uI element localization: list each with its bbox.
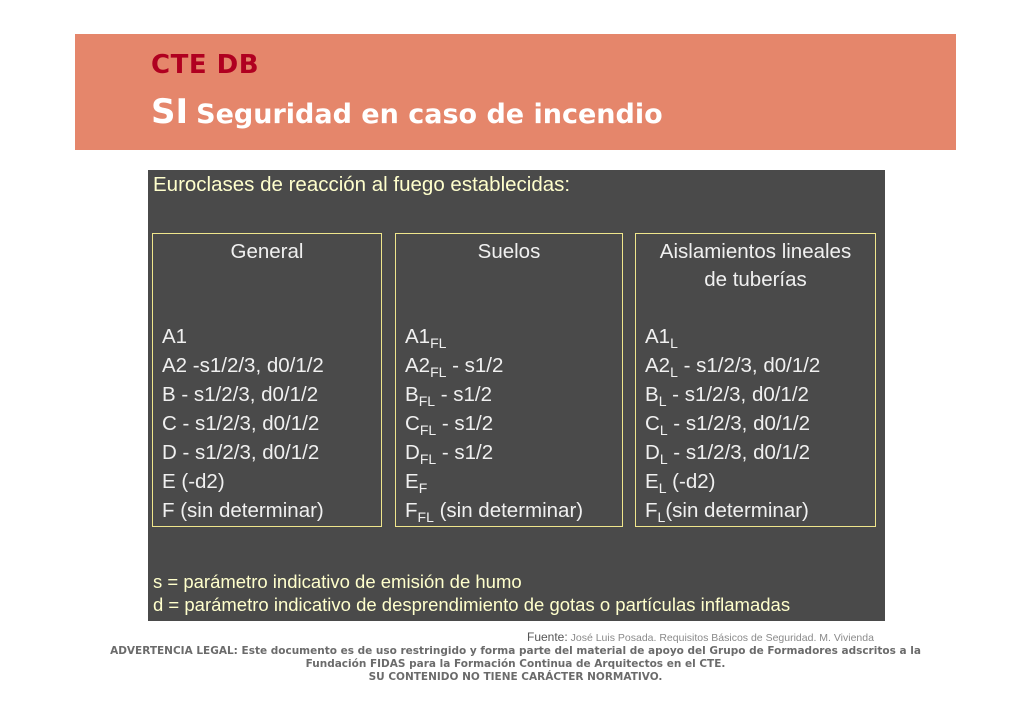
- class-subscript: L: [670, 335, 678, 351]
- source-label: Fuente:: [527, 630, 568, 644]
- legal-line: Fundación FIDAS para la Formación Continua de Arquitectos en el CTE.: [305, 658, 726, 670]
- class-parameters: (-d2): [666, 470, 716, 493]
- class-subscript: FL: [419, 451, 437, 467]
- parameter-definitions: [153, 570, 790, 616]
- class-base: A2: [405, 354, 431, 377]
- class-base: E: [405, 470, 419, 493]
- class-item: [162, 380, 324, 409]
- class-item: [645, 322, 820, 351]
- class-subscript: L: [659, 422, 668, 438]
- header-subtitle: Seguridad en caso de incendio: [196, 99, 663, 130]
- class-parameters: - s1/2/3, d0/1/2: [667, 441, 811, 464]
- legal-notice: [88, 645, 943, 684]
- class-subscript: F: [418, 480, 428, 496]
- class-item: [162, 496, 324, 525]
- class-base: E: [645, 470, 659, 493]
- class-base: A1: [405, 325, 431, 348]
- class-item: [405, 322, 583, 351]
- class-base: A1: [162, 325, 188, 348]
- class-base: B: [645, 383, 659, 406]
- class-item: [162, 409, 324, 438]
- class-base: F (sin determinar): [162, 499, 324, 522]
- class-item: [405, 467, 583, 496]
- class-item: [645, 409, 820, 438]
- column-suelos: [395, 233, 623, 527]
- column-heading-line: General: [230, 240, 304, 263]
- class-parameters: - s1/2/3, d0/1/2: [677, 354, 821, 377]
- class-parameters: (sin determinar): [665, 499, 809, 522]
- class-item: [162, 322, 324, 351]
- class-item: [405, 380, 583, 409]
- class-parameters: - s1/2: [446, 354, 504, 377]
- class-subscript: FL: [430, 335, 447, 351]
- class-base: D: [405, 441, 420, 464]
- column-heading: [636, 238, 875, 294]
- class-base: F: [645, 499, 658, 522]
- source-text: José Luis Posada. Requisitos Básicos de Seguridad. M. Vivienda: [570, 632, 874, 644]
- column-heading-line: Suelos: [477, 240, 541, 263]
- class-base: A1: [645, 325, 671, 348]
- class-list: [162, 322, 324, 525]
- class-parameters: - s1/2: [435, 383, 492, 406]
- legal-line: SU CONTENIDO NO TIENE CARÁCTER NORMATIVO.: [368, 671, 663, 683]
- class-base: C: [405, 412, 420, 435]
- source-credit: [527, 630, 874, 644]
- class-item: [162, 351, 324, 380]
- class-item: [405, 409, 583, 438]
- class-base: F: [405, 499, 418, 522]
- definition-droplets: d = parámetro indicativo de desprendimiento de gotas o partículas inflamadas: [153, 594, 791, 615]
- class-parameters: - s1/2/3, d0/1/2: [666, 383, 809, 406]
- class-list: [405, 322, 583, 525]
- class-subscript: L: [658, 480, 667, 496]
- definition-smoke: s = parámetro indicativo de emisión de humo: [153, 571, 522, 592]
- class-item: [405, 351, 583, 380]
- class-item: [645, 496, 820, 525]
- class-parameters: - s1/2: [436, 412, 494, 435]
- class-item: [405, 438, 583, 467]
- class-subscript: L: [658, 393, 667, 409]
- class-subscript: L: [670, 364, 678, 380]
- class-item: [645, 438, 820, 467]
- class-subscript: L: [657, 509, 666, 525]
- class-item: [645, 467, 820, 496]
- legal-line: ADVERTENCIA LEGAL: Este documento es de uso restringido y forma parte del material de apoyo del Grupo de Formadores adscritos a la: [110, 645, 921, 657]
- class-base: E (-d2): [162, 470, 225, 493]
- column-heading-line: Aislamientos lineales: [659, 240, 852, 263]
- slide-header: [75, 34, 956, 150]
- class-base: B - s1/2/3, d0/1/2: [162, 383, 319, 406]
- column-heading-line: de tuberías: [704, 268, 807, 291]
- class-parameters: - s1/2/3, d0/1/2: [667, 412, 811, 435]
- column-aislamientos: [635, 233, 876, 527]
- euroclass-panel: [148, 170, 885, 621]
- column-heading: [396, 238, 622, 266]
- class-base: A2 -s1/2/3, d0/1/2: [162, 354, 324, 377]
- class-base: A2: [645, 354, 671, 377]
- header-title: CTE DB: [151, 50, 260, 80]
- column-heading: [153, 238, 381, 266]
- class-subscript: FL: [417, 509, 434, 525]
- column-general: [152, 233, 382, 527]
- class-subscript: FL: [418, 393, 436, 409]
- class-item: [405, 496, 583, 525]
- class-list: [645, 322, 820, 525]
- class-item: [162, 467, 324, 496]
- class-base: B: [405, 383, 419, 406]
- class-item: [162, 438, 324, 467]
- class-base: D - s1/2/3, d0/1/2: [162, 441, 320, 464]
- class-item: [645, 380, 820, 409]
- class-item: [645, 351, 820, 380]
- header-subtitle-line: [151, 92, 663, 132]
- class-base: C: [645, 412, 660, 435]
- class-subscript: FL: [430, 364, 447, 380]
- class-base: C - s1/2/3, d0/1/2: [162, 412, 320, 435]
- class-subscript: FL: [419, 422, 437, 438]
- class-subscript: L: [659, 451, 668, 467]
- class-parameters: - s1/2: [436, 441, 494, 464]
- class-base: D: [645, 441, 660, 464]
- class-parameters: (sin determinar): [433, 499, 584, 522]
- panel-title: Euroclases de reacción al fuego establecidas:: [153, 173, 571, 196]
- header-si-code: SI: [151, 92, 189, 132]
